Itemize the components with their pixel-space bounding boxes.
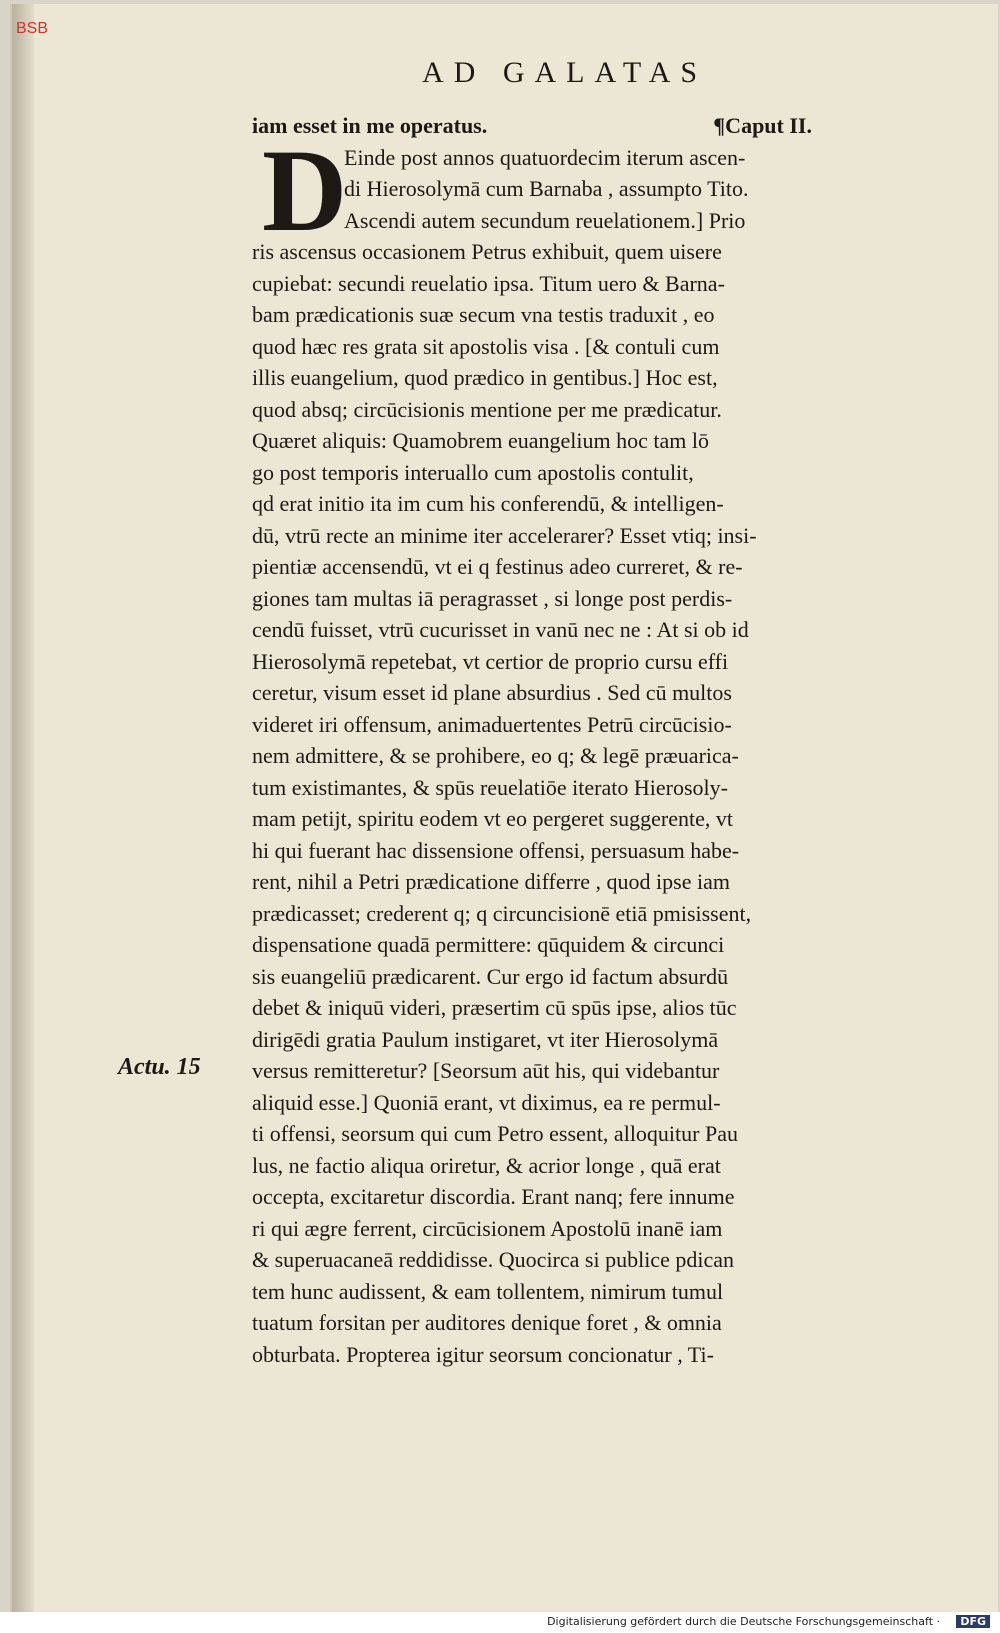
text-line: nem admittere, & se prohibere, eo q; & legē præuarica- [252,743,739,768]
text-line: ti offensi, seorsum qui cum Petro essent, alloquitur Pau [252,1121,738,1146]
text-line: cendū fuisset, vtrū cucurisset in vanū nec ne : At si ob id [252,617,749,642]
text-line: & superuacaneā reddidisse. Quocirca si publice pdican [252,1247,734,1272]
text-line: quod absq; circūcisionis mentione per me prædicatur. [252,396,722,422]
text-line: giones tam multas iā peragrasset , si longe post perdis- [252,585,733,611]
text-line: ris ascensus occasionem Petrus exhibuit, quem uisere [252,239,722,264]
running-head: AD GALATAS [422,56,708,89]
text-line: ri qui ægre ferrent, circūcisionem Apostolū inanē iam [252,1215,723,1241]
text-line: bam prædicationis suæ secum vna testis traduxit , eo [252,302,715,327]
text-line: rent, nihil a Petri prædicatione differre , quod ipse iam [252,869,730,894]
text-line: mam petijt, spiritu eodem vt eo pergeret suggerente, vt [252,806,734,831]
text-line: ceretur, visum esset id plane absurdius . Sed cū multos [252,680,732,705]
text-line: obturbata. Propterea igitur seorsum concionatur , Ti- [252,1341,714,1367]
footer-bar [0,1612,1000,1633]
text-line: cupiebat: secundi reuelatio ipsa. Titum uero & Barna- [252,270,725,296]
drop-cap: D [262,125,348,256]
text-line: dispensatione quadā permittere: qūquidem & circunci [252,932,725,957]
text-line: lus, ne factio aliqua oriretur, & acrior longe , quā erat [252,1152,721,1178]
marginal-note: Actu. 15 [118,1054,201,1080]
footer-credit: Digitalisierung gefördert durch die Deutsche Forschungsgemeinschaft · [547,1615,940,1628]
text-line: aliquid esse.] Quoniā erant, vt diximus, ea re permul- [252,1089,721,1115]
text-line: prædicasset; crederent q; q circuncisionē etiā pmisissent, [252,900,752,926]
text-line: quod hæc res grata sit apostolis visa . [& contuli cum [252,333,720,359]
first-line-text: iam esset in me operatus. [252,113,488,138]
text-line: sis euangeliū prædicarent. Cur ergo id factum absurdū [252,963,729,989]
book-page [10,4,998,1612]
text-line: tum existimantes, & spūs reuelatiōe iterato Hierosoly- [252,774,728,800]
text-line: Quæret aliquis: Quamobrem euangelium hoc tam lō [252,428,710,453]
text-line: di Hierosolymā cum Barnaba , assumpto Tito. [344,176,749,201]
library-mark: BSB [16,20,49,37]
text-line: versus remitteretur? [Seorsum aūt his, qui videbantur [252,1058,720,1083]
text-line: Ascendi autem secundum reuelationem.] Prio [344,207,746,233]
text-line: pientiæ accensendū, vt ei q festinus adeo curreret, & re- [252,554,743,579]
text-line: Einde post annos quatuordecim iterum ascen- [344,144,746,170]
text-line: Hierosolymā repetebat, vt certior de proprio cursu effi [252,648,729,674]
text-block [252,110,952,1370]
text-line: go post temporis interuallo cum apostolis contulit, [252,459,694,485]
text-line: dirigēdi gratia Paulum instigaret, vt iter Hierosolymā [252,1026,719,1052]
text-line: tuatum forsitan per auditores denique foret , & omnia [252,1310,722,1335]
text-line: videret iri offensum, animaduertentes Petrū circūcisio- [252,711,732,737]
text-line: hi qui fuerant hac dissensione offensi, persuasum habe- [252,837,740,863]
text-line: illis euangelium, quod prædico in gentibus.] Hoc est, [252,365,718,390]
chapter-heading: ¶Caput II. [713,113,812,138]
text-line: debet & iniquū videri, præsertim cū spūs ipse, alios tūc [252,995,737,1020]
page-binding-shadow [12,4,34,1612]
text-line: occepta, excitaretur discordia. Erant nanq; fere innume [252,1184,735,1209]
text-line: dū, vtrū recte an minime iter accelerarer? Esset vtiq; insi- [252,522,757,548]
dfg-logo: DFG [956,1615,990,1628]
text-line: tem hunc audissent, & eam tollentem, nimirum tumul [252,1278,724,1304]
text-line: qd erat initio ita im cum his conferendū, & intelligen- [252,491,724,516]
